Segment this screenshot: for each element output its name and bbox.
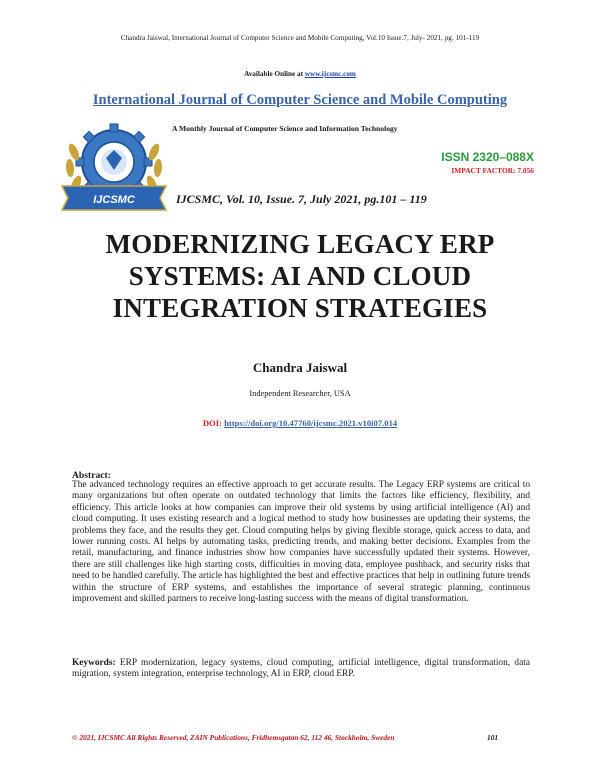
title-line: MODERNIZING LEGACY ERP: [105, 229, 495, 259]
paper-title: [30, 228, 570, 324]
abstract-heading: Abstract:: [72, 470, 111, 481]
impact-factor: IMPACT FACTOR: 7.056: [451, 166, 534, 175]
running-header: Chandra Jaiswal, International Journal of Computer Science and Mobile Computing, Vol.10 Issue.7, July- 2021, pg. 101-119: [120, 34, 480, 42]
availability-line: [0, 70, 600, 78]
keywords-paragraph: [72, 658, 530, 681]
ijcsmc-logo: [56, 122, 172, 212]
logo-ribbon: [62, 186, 166, 210]
issn: ISSN 2320–088X: [441, 150, 534, 164]
journal-name[interactable]: International Journal of Computer Science and Mobile Computing: [92, 92, 508, 108]
logo-text: IJCSMC: [93, 194, 135, 206]
journal-tagline: A Monthly Journal of Computer Science and Information Technology: [172, 124, 398, 133]
keywords-text: ERP modernization, legacy systems, cloud computing, artificial intelligence, digital transformation, data migration, system integration, enterprise technology, AI in ERP, cloud ERP.: [72, 658, 530, 680]
abstract-text: The advanced technology requires an effective approach to get accurate results. The Legacy ERP systems are critical to many organizations but often operate on outdated technology that limits the factors like efficiency, flexibility, and efficiency. This article looks at how companies can improve their old systems by using artificial intelligence (AI) and cloud computing. It uses existing research and a logical method to study how businesses are updating their systems, the problems they face, and the results they get. Cloud computing helps by giving flexible storage, quick access to data, and lower running costs. AI helps by automating tasks, predicting trends, and making better decisions. Examples from the retail, manufacturing, and finance industries show how companies have successfully updated their systems. However, there are still challenges like high starting costs, difficulties in moving data, employee pushback, and security risks that need to be handled carefully. The article has highlighted the best and effective practices that help in outlining future trends within the structure of ERP systems, and establishes the importance of several strategic planning, continuous improvement and skilled partners to receive long-lasting success with the means of digital transformation.: [72, 480, 530, 605]
availability-prefix: Available Online at: [244, 70, 305, 78]
title-line: SYSTEMS: AI AND CLOUD: [128, 261, 472, 291]
doi-link[interactable]: https://doi.org/10.47760/ijcsmc.2021.v10i07.014: [224, 418, 398, 428]
doi-line: [0, 418, 600, 428]
page-number: 101: [487, 733, 499, 742]
keywords-label: Keywords:: [72, 658, 116, 668]
doi-label: DOI:: [202, 418, 222, 428]
title-line: INTEGRATION STRATEGIES: [112, 293, 488, 323]
author-affiliation: Independent Researcher, USA: [249, 389, 351, 398]
author-name: Chandra Jaiswal: [252, 360, 348, 375]
journal-website-link[interactable]: www.ijcsmc.com: [304, 70, 356, 78]
copyright-footer: © 2021, IJCSMC All Rights Reserved, ZAIN Publications, Fridhemsgatan 62, 112 46, Stockholm, Sweden: [72, 733, 395, 742]
volume-line: IJCSMC, Vol. 10, Issue. 7, July 2021, pg.101 – 119: [176, 192, 427, 206]
